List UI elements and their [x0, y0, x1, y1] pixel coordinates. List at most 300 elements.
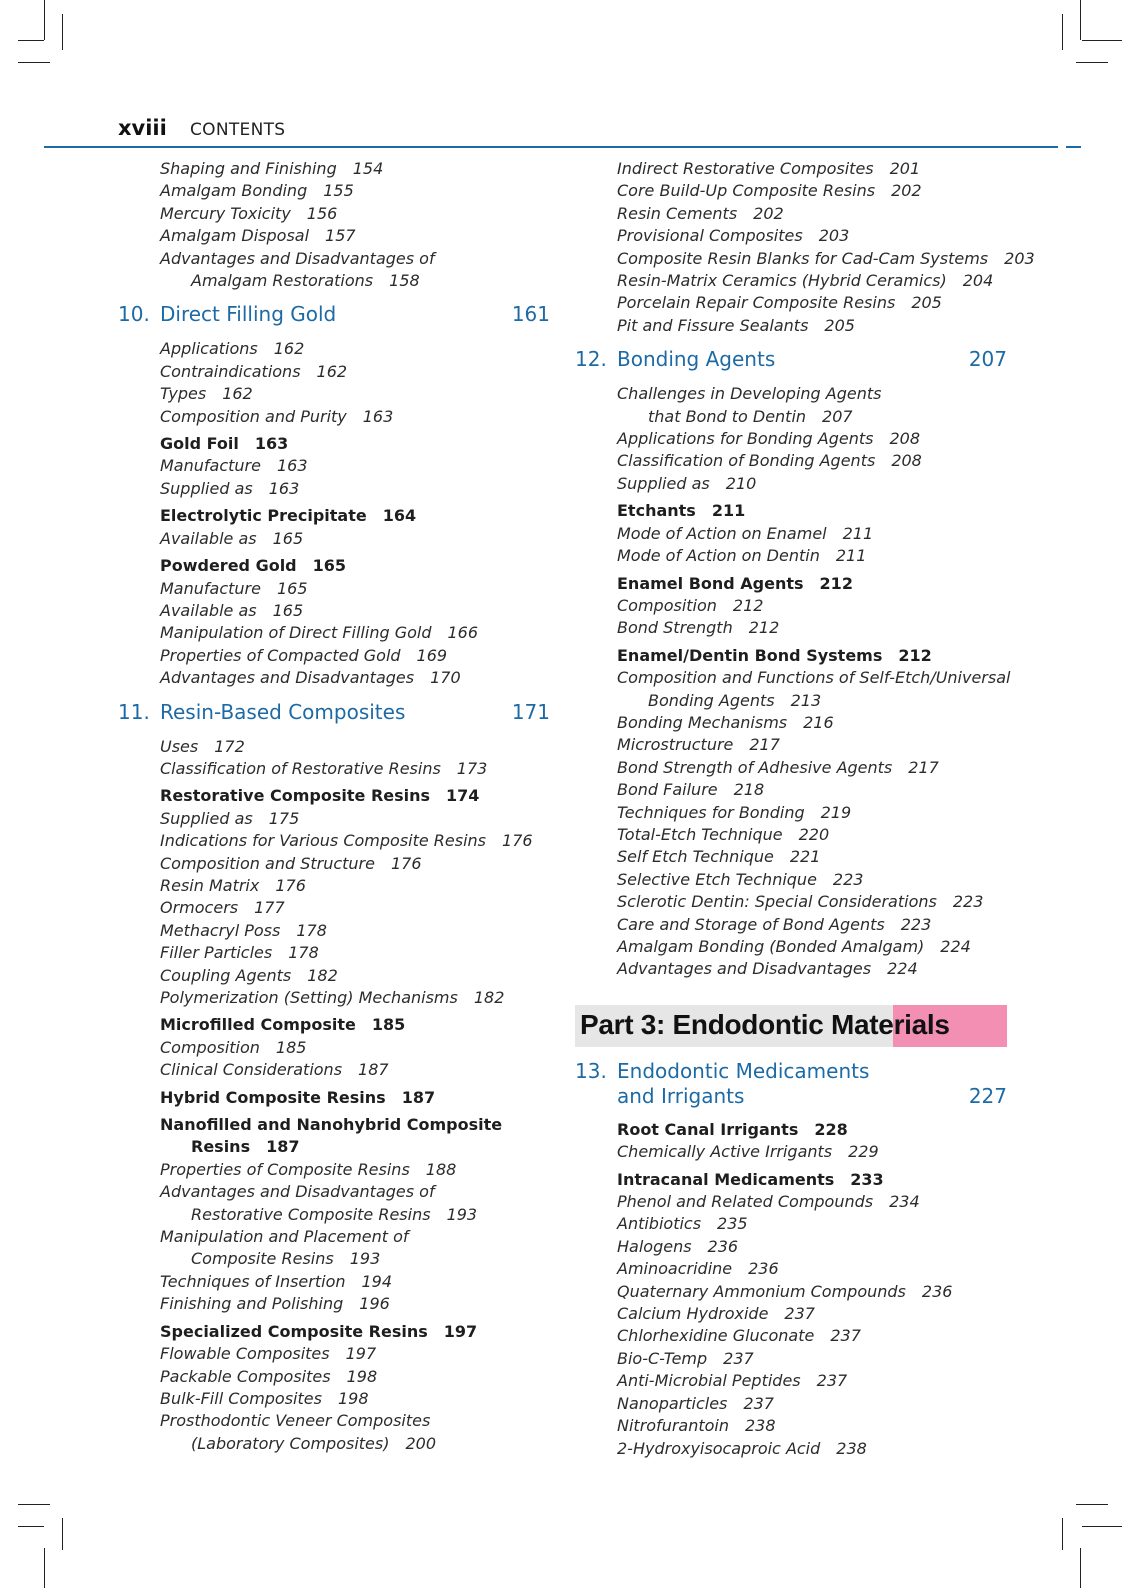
- entry-title: (Laboratory Composites): [191, 1433, 390, 1453]
- toc-entry: [617, 617, 1007, 639]
- entry-title: Etchants: [617, 501, 696, 521]
- header-rule-tab: [1066, 146, 1081, 148]
- entry-title: Amalgam Disposal: [160, 226, 310, 246]
- entry-page: 155: [323, 181, 354, 201]
- toc-entry: [160, 1059, 550, 1081]
- entry-title: Mode of Action on Dentin: [617, 546, 820, 566]
- toc-entry: [191, 1248, 550, 1270]
- entry-page: 235: [717, 1214, 748, 1234]
- toc-entry: [617, 1303, 1007, 1325]
- section-heading: [160, 1014, 550, 1036]
- entry-title: Available as: [160, 528, 257, 548]
- entry-page: 205: [824, 315, 855, 335]
- chapter-page: 207: [968, 347, 1007, 372]
- entry-page: 220: [798, 824, 830, 844]
- entry-page: 176: [275, 875, 306, 895]
- entry-page: 162: [273, 339, 305, 359]
- section-heading: [160, 433, 550, 455]
- entry-title: Advantages and Disadvantages of: [160, 1182, 435, 1202]
- toc-entry: [617, 779, 1007, 801]
- toc-entry: [160, 758, 550, 780]
- entry-page: 196: [359, 1294, 390, 1314]
- entry-title: Composition and Structure: [160, 853, 375, 873]
- entry-title: Mode of Action on Enamel: [617, 523, 827, 543]
- entry-page: 185: [371, 1015, 406, 1035]
- toc-entry: [617, 1191, 1007, 1213]
- entry-page: 193: [349, 1249, 381, 1269]
- toc-entry: [160, 942, 550, 964]
- entry-title: Composition: [617, 595, 717, 615]
- entry-title: 2-Hydroxyisocaproic Acid: [617, 1438, 821, 1458]
- toc-entry: [160, 600, 550, 622]
- toc-entry: [160, 987, 550, 1009]
- entry-page: 178: [296, 920, 327, 940]
- toc-entry: [617, 1281, 1007, 1303]
- entry-page: 176: [502, 831, 533, 851]
- entry-title: Coupling Agents: [160, 965, 292, 985]
- entry-title: Aminoacridine: [617, 1259, 733, 1279]
- entry-title: Contraindications: [160, 361, 301, 381]
- entry-page: 223: [832, 869, 864, 889]
- entry-title: Mercury Toxicity: [160, 203, 291, 223]
- entry-page: 178: [288, 943, 319, 963]
- entry-page: 210: [725, 473, 757, 493]
- entry-title: Sclerotic Dentin: Special Considerations: [617, 892, 937, 912]
- entry-title: Types: [160, 384, 207, 404]
- entry-title: Techniques of Insertion: [160, 1271, 346, 1291]
- chapter-title: Direct Filling Gold: [160, 302, 337, 327]
- entry-title: Microfilled Composite: [160, 1015, 356, 1035]
- entry-title: Ormocers: [160, 898, 239, 918]
- entry-title: Antibiotics: [617, 1214, 702, 1234]
- entry-page: 156: [306, 203, 338, 223]
- entry-page: 211: [711, 501, 746, 521]
- entry-page: 212: [748, 618, 780, 638]
- toc-left-column: [118, 158, 550, 1455]
- entry-title: Shaping and Finishing: [160, 159, 337, 178]
- entry-title: Microstructure: [617, 735, 734, 755]
- entry-title: Bond Failure: [617, 780, 718, 800]
- entry-page: 211: [842, 523, 874, 543]
- entry-page: 219: [820, 802, 852, 822]
- entry-page: 213: [790, 690, 822, 710]
- section-heading: [160, 785, 550, 807]
- section-heading: [617, 500, 1007, 522]
- toc-entry: [617, 450, 1007, 472]
- toc-entry: [617, 1236, 1007, 1258]
- crop-mark: [62, 1518, 63, 1550]
- entry-title: Root Canal Irrigants: [617, 1119, 799, 1139]
- toc-entry: [617, 1325, 1007, 1347]
- crop-mark: [1080, 0, 1081, 40]
- toc-entry: [617, 315, 1007, 337]
- entry-page: 223: [900, 914, 932, 934]
- entry-title: Specialized Composite Resins: [160, 1321, 428, 1341]
- entry-page: 185: [275, 1037, 307, 1057]
- crop-mark: [1082, 40, 1122, 41]
- entry-page: 203: [818, 226, 850, 246]
- entry-page: 224: [887, 959, 918, 979]
- entry-title: Finishing and Polishing: [160, 1294, 344, 1314]
- entry-title: Applications for Bonding Agents: [617, 429, 874, 449]
- part-banner: [575, 1005, 1007, 1047]
- crop-mark: [44, 0, 45, 40]
- toc-entry: [160, 1226, 550, 1248]
- chapter-title: Endodontic Medicaments: [617, 1058, 870, 1083]
- entry-title: Amalgam Bonding: [160, 181, 308, 201]
- crop-mark: [1062, 14, 1063, 50]
- entry-title: Composition and Functions of Self-Etch/Universal: [617, 668, 1011, 688]
- toc-entry: [648, 406, 1007, 428]
- entry-title: Resin Cements: [617, 203, 738, 223]
- entry-page: 236: [921, 1281, 953, 1301]
- toc-entry: [191, 1433, 550, 1455]
- toc-entry: [617, 1415, 1007, 1437]
- crop-mark: [18, 1504, 50, 1505]
- entry-page: 169: [416, 645, 448, 665]
- toc-entry: [617, 248, 1035, 270]
- crop-mark: [1076, 1504, 1108, 1505]
- chapter-heading: [575, 347, 1007, 377]
- entry-page: 187: [401, 1087, 436, 1107]
- entry-page: 187: [266, 1137, 300, 1157]
- entry-title: Applications: [160, 339, 258, 359]
- toc-entry: [617, 1258, 1007, 1280]
- entry-page: 154: [352, 159, 384, 178]
- toc-entry: [617, 1141, 1007, 1163]
- entry-title: Advantages and Disadvantages: [160, 668, 415, 688]
- entry-page: 228: [814, 1119, 848, 1139]
- entry-title: Gold Foil: [160, 434, 239, 454]
- entry-page: 158: [389, 271, 420, 291]
- chapter-page: 227: [968, 1083, 1007, 1108]
- chapter-heading: [118, 700, 550, 730]
- section-heading: [617, 1169, 1007, 1191]
- entry-page: 166: [447, 623, 479, 643]
- entry-title: Polymerization (Setting) Mechanisms: [160, 988, 458, 1007]
- entry-page: 236: [707, 1236, 739, 1256]
- crop-mark: [1076, 62, 1108, 63]
- entry-title: Indirect Restorative Composites: [617, 159, 874, 178]
- entry-page: 221: [789, 847, 821, 867]
- toc-entry: [617, 180, 1007, 202]
- entry-title: Resins: [191, 1137, 251, 1157]
- entry-title: Halogens: [617, 1236, 692, 1256]
- entry-title: Amalgam Bonding (Bonded Amalgam): [617, 937, 925, 956]
- chapter-number: 10.: [118, 302, 150, 327]
- entry-title: Restorative Composite Resins: [191, 1204, 431, 1224]
- entry-page: 224: [940, 937, 971, 956]
- toc-entry: [160, 1159, 550, 1181]
- entry-title: Classification of Restorative Resins: [160, 758, 441, 778]
- entry-title: Intracanal Medicaments: [617, 1169, 835, 1189]
- entry-title: Amalgam Restorations: [191, 271, 374, 291]
- entry-page: 187: [358, 1060, 389, 1080]
- entry-page: 163: [254, 434, 289, 454]
- toc-entry: [191, 1204, 550, 1226]
- toc-entry: [160, 920, 550, 942]
- toc-entry: [160, 1410, 550, 1432]
- toc-entry: [160, 808, 550, 830]
- toc-entry: [617, 523, 1007, 545]
- entry-title: Indications for Various Composite Resins: [160, 831, 487, 851]
- entry-page: 236: [748, 1259, 779, 1279]
- toc-entry: [160, 248, 550, 270]
- entry-title: Manufacture: [160, 578, 261, 598]
- section-heading: [160, 1321, 550, 1343]
- toc-entry: [617, 270, 1007, 292]
- toc-entry: [160, 1293, 550, 1315]
- entry-page: 238: [836, 1438, 867, 1458]
- toc-entry: [617, 958, 1007, 980]
- toc-entry: [617, 802, 1007, 824]
- entry-title: Manipulation and Placement of: [160, 1227, 409, 1247]
- entry-title: Restorative Composite Resins: [160, 786, 431, 806]
- entry-page: 194: [361, 1271, 393, 1291]
- crop-mark: [1062, 1518, 1063, 1550]
- toc-entry: [160, 1388, 550, 1410]
- entry-page: 197: [345, 1344, 377, 1364]
- toc-entry: [160, 1181, 550, 1203]
- entry-page: 177: [254, 898, 285, 918]
- entry-title: Properties of Composite Resins: [160, 1159, 410, 1179]
- entry-page: 162: [222, 384, 253, 404]
- crop-mark: [1082, 1526, 1122, 1527]
- chapter-heading: [118, 302, 550, 332]
- chapter-title: Resin-Based Composites: [160, 699, 406, 724]
- toc-entry: [617, 428, 1007, 450]
- entry-page: 237: [743, 1393, 774, 1413]
- entry-page: 164: [382, 506, 417, 526]
- toc-entry: [191, 270, 550, 292]
- entry-page: 208: [891, 451, 922, 471]
- chapter-page: 171: [511, 699, 550, 724]
- entry-title: Available as: [160, 600, 257, 620]
- entry-title: Manufacture: [160, 456, 261, 476]
- toc-entry: [617, 473, 1007, 495]
- entry-page: 182: [473, 988, 505, 1007]
- toc-entry: [160, 455, 550, 477]
- toc-entry: [160, 180, 550, 202]
- entry-title: Packable Composites: [160, 1366, 331, 1386]
- entry-page: 212: [732, 595, 764, 615]
- entry-title: Bonding Mechanisms: [617, 712, 788, 732]
- section-heading: [160, 1114, 550, 1136]
- toc-entry: [160, 158, 550, 180]
- entry-title: Phenol and Related Compounds: [617, 1192, 874, 1212]
- toc-entry: [617, 936, 1007, 958]
- entry-title: Bio-C-Temp: [617, 1348, 708, 1368]
- entry-title: Selective Etch Technique: [617, 869, 817, 889]
- toc-entry: [617, 1370, 1007, 1392]
- entry-title: Techniques for Bonding: [617, 802, 805, 822]
- entry-page: 205: [911, 293, 942, 313]
- entry-page: 163: [276, 456, 308, 476]
- entry-page: 217: [908, 757, 939, 777]
- section-heading-cont: [191, 1136, 550, 1158]
- entry-title: Enamel Bond Agents: [617, 573, 804, 593]
- entry-page: 207: [822, 406, 853, 426]
- entry-page: 163: [362, 406, 394, 426]
- entry-title: Nanoparticles: [617, 1393, 728, 1413]
- entry-title: Resin Matrix: [160, 875, 260, 895]
- entry-page: 212: [819, 573, 853, 593]
- entry-page: 203: [1004, 248, 1035, 268]
- entry-title: Total-Etch Technique: [617, 824, 783, 844]
- entry-title: Nanofilled and Nanohybrid Composite: [160, 1115, 503, 1135]
- entry-title: Bond Strength of Adhesive Agents: [617, 757, 893, 777]
- entry-title: Quaternary Ammonium Compounds: [617, 1281, 906, 1301]
- crop-mark: [18, 62, 50, 63]
- entry-page: 218: [733, 780, 765, 800]
- toc-entry: [617, 734, 1007, 756]
- entry-page: 163: [268, 478, 300, 498]
- entry-title: Uses: [160, 736, 199, 756]
- entry-title: Clinical Considerations: [160, 1060, 343, 1080]
- entry-title: Supplied as: [160, 808, 253, 828]
- toc-entry: [160, 203, 550, 225]
- entry-page: 217: [749, 735, 780, 755]
- entry-title: Enamel/Dentin Bond Systems: [617, 645, 883, 665]
- entry-page: 165: [272, 600, 304, 620]
- section-heading: [617, 645, 1007, 667]
- entry-title: Properties of Compacted Gold: [160, 645, 401, 665]
- chapter-heading: [575, 1059, 1007, 1113]
- header-rule: [44, 146, 1058, 148]
- entry-page: 182: [307, 965, 338, 985]
- entry-title: Nitrofurantoin: [617, 1416, 729, 1436]
- entry-title: Classification of Bonding Agents: [617, 451, 876, 471]
- toc-entry: [617, 203, 1007, 225]
- entry-title: Self Etch Technique: [617, 847, 774, 867]
- chapter-title: Bonding Agents: [617, 347, 776, 372]
- toc-entry: [160, 645, 550, 667]
- toc-entry: [617, 545, 1007, 567]
- entry-title: Chlorhexidine Gluconate: [617, 1326, 815, 1346]
- running-head-title: CONTENTS: [190, 120, 286, 140]
- entry-title: Flowable Composites: [160, 1344, 330, 1364]
- crop-mark: [1080, 1548, 1081, 1588]
- entry-title: Composition and Purity: [160, 406, 347, 426]
- entry-title: Calcium Hydroxide: [617, 1304, 769, 1324]
- section-heading: [160, 1087, 550, 1109]
- section-heading: [617, 1119, 1007, 1141]
- toc-entry: [617, 824, 1007, 846]
- entry-title: Composition: [160, 1037, 260, 1057]
- entry-title: Supplied as: [617, 473, 710, 493]
- entry-page: 216: [803, 712, 834, 732]
- entry-title: Challenges in Developing Agents: [617, 384, 882, 404]
- toc-entry: [160, 578, 550, 600]
- toc-entry: [617, 667, 1011, 689]
- crop-mark: [44, 1548, 45, 1588]
- entry-page: 208: [889, 429, 921, 449]
- entry-page: 234: [889, 1192, 920, 1212]
- entry-title: Composite Resins: [191, 1249, 334, 1269]
- entry-page: 165: [272, 528, 304, 548]
- entry-title: Porcelain Repair Composite Resins: [617, 293, 896, 313]
- chapter-number: 11.: [118, 699, 150, 724]
- entry-page: 202: [753, 203, 784, 223]
- entry-title: Pit and Fissure Sealants: [617, 315, 809, 335]
- entry-page: 172: [214, 736, 245, 756]
- toc-entry: [160, 338, 550, 360]
- toc-entry: [617, 225, 1007, 247]
- toc-entry: [617, 846, 1007, 868]
- entry-title: Manipulation of Direct Filling Gold: [160, 623, 432, 643]
- entry-page: 170: [430, 668, 461, 688]
- toc-entry: [160, 897, 550, 919]
- entry-page: 202: [891, 181, 922, 201]
- entry-page: 237: [830, 1326, 861, 1346]
- entry-title: Care and Storage of Bond Agents: [617, 914, 885, 934]
- crop-mark: [18, 40, 44, 41]
- entry-page: 237: [723, 1348, 754, 1368]
- chapter-title-cont: and Irrigants: [617, 1083, 745, 1108]
- entry-page: 157: [325, 226, 356, 246]
- entry-title: Bonding Agents: [648, 690, 775, 710]
- entry-title: Provisional Composites: [617, 226, 803, 246]
- entry-page: 165: [312, 556, 347, 576]
- entry-page: 198: [337, 1388, 369, 1408]
- toc-entry: [160, 830, 550, 852]
- entry-title: Anti-Microbial Peptides: [617, 1371, 801, 1391]
- toc-entry: [617, 869, 1007, 891]
- toc-entry: [160, 1271, 550, 1293]
- entry-title: Bond Strength: [617, 618, 733, 638]
- entry-title: Advantages and Disadvantages: [617, 959, 872, 979]
- entry-page: 201: [889, 159, 921, 178]
- entry-page: 233: [850, 1169, 884, 1189]
- entry-title: Composite Resin Blanks for Cad-Cam Systems: [617, 248, 989, 268]
- toc-entry: [617, 158, 1007, 180]
- chapter-number: 12.: [575, 347, 607, 372]
- toc-entry: [617, 595, 1007, 617]
- entry-page: 229: [848, 1142, 879, 1162]
- entry-page: 212: [898, 645, 932, 665]
- entry-title: Filler Particles: [160, 943, 273, 963]
- entry-page: 162: [316, 361, 348, 381]
- toc-entry: [160, 478, 550, 500]
- entry-title: Bulk-Fill Composites: [160, 1388, 322, 1408]
- crop-mark: [18, 1526, 44, 1527]
- entry-title: Chemically Active Irrigants: [617, 1142, 833, 1162]
- part-title: Part 3: Endodontic Materials: [580, 1008, 950, 1040]
- toc-entry: [160, 1366, 550, 1388]
- toc-entry: [160, 1037, 550, 1059]
- entry-page: 165: [276, 578, 308, 598]
- toc-entry: [617, 1213, 1007, 1235]
- toc-entry: [160, 853, 550, 875]
- toc-entry: [160, 361, 550, 383]
- entry-title: Methacryl Poss: [160, 920, 281, 940]
- toc-entry: [617, 757, 1007, 779]
- entry-page: 237: [784, 1304, 815, 1324]
- entry-title: Supplied as: [160, 478, 253, 498]
- section-heading: [160, 505, 550, 527]
- entry-page: 193: [446, 1204, 478, 1224]
- toc-entry: [617, 292, 1007, 314]
- toc-entry: [617, 891, 1007, 913]
- page-number: xviii: [118, 116, 167, 140]
- entry-page: 211: [835, 546, 867, 566]
- entry-title: Hybrid Composite Resins: [160, 1087, 386, 1107]
- entry-title: Core Build-Up Composite Resins: [617, 181, 876, 201]
- toc-entry: [648, 690, 1007, 712]
- entry-page: 176: [390, 853, 422, 873]
- toc-entry: [160, 965, 550, 987]
- entry-title: Powdered Gold: [160, 556, 297, 576]
